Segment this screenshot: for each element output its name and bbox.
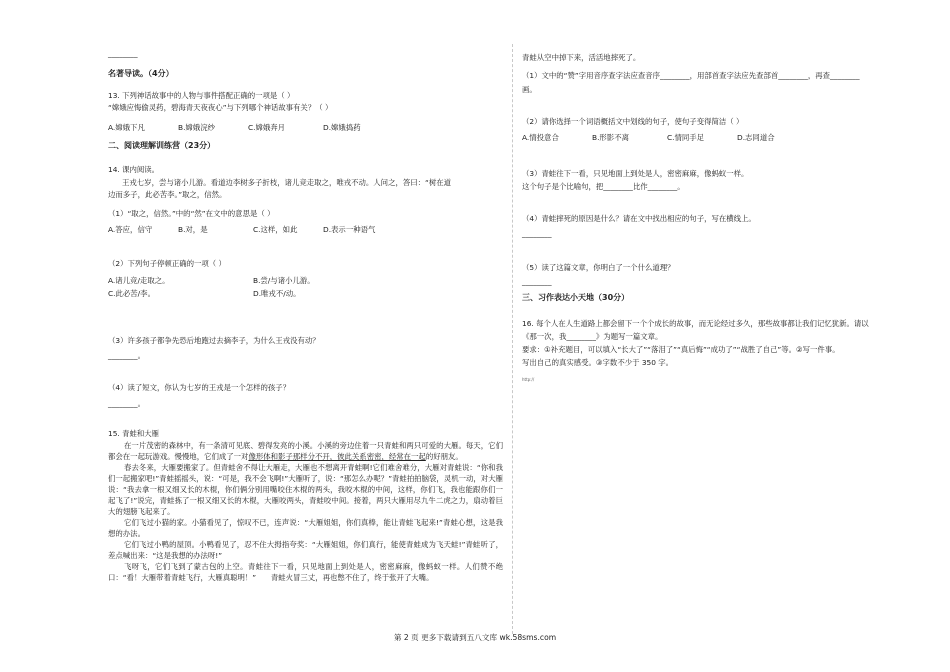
q15-4: （4）青蛙摔死的原因是什么？请在文中找出相应的句子，写在横线上。 xyxy=(522,214,756,223)
q15-5-answer-line: ________ xyxy=(522,277,552,286)
q14-2-option-b: B.尝/与诸小儿游。 xyxy=(253,276,315,285)
q13-option-c: C.嫦娥奔月 xyxy=(248,123,286,132)
q15-3-line2: 这个句子是个比喻句，把________比作________。 xyxy=(522,182,685,191)
q15-2-option-a: A.情投意合 xyxy=(522,133,559,142)
q13-stem: 13. 下列神话故事中的人物与事件搭配正确的一项是（ ） xyxy=(108,91,295,100)
story-paragraph-2: 春去冬来，大雁要搬家了。但青蛙舍不得让大雁走，大雁也不想离开青蛙啊!它们难舍难分，大雁对青蛙说：“你和我们一起搬家吧!”青蛙摇摇头，说：“可是，我不会飞啊!”大雁听了，说：“那怎么办呢？”青蛙拍拍脑袋，灵机一动，对大雁说：“我去拿一根又细又长的木棍，你们俩分别用嘴咬住木棍的两头，我咬木棍的中间，这样，你们飞，我也能跟你们一起飞了!”说完，青蛙拣了一根又细又长的木棍，大雁咬两头，青蛙咬中间。接着，两只大雁用尽九牛二虎之力，扇动着巨大的翅膀飞起来了。 xyxy=(108,463,503,516)
story-p1-start: 在一片茂密的森林中，有一条清可见底、碧得发亮的小溪。小溪的旁边住着一只青蛙和两只可爱的大雁。每天，它们都会在一起玩游戏。慢慢地，它们成了一对 xyxy=(108,441,503,461)
q15-title: 15. 青蛙和大雁 xyxy=(108,429,160,438)
q14-1-option-d: D.表示一种语气 xyxy=(323,225,376,234)
q14-1-option-a: A.答应，信守 xyxy=(108,225,153,234)
section2-title: 二、阅读理解训练营（23分） xyxy=(108,141,216,150)
q14-2-option-d: D.唯戎不/动。 xyxy=(253,289,301,298)
q15-2-option-b: B.形影不离 xyxy=(592,133,629,142)
q14-1-option-c: C.这样，如此 xyxy=(253,225,298,234)
story-paragraph-5: 飞呀飞，它们飞到了蒙古包的上空。青蛙往下一看，只见地面上到处是人，密密麻麻，像蚂蚁一样。人们赞不绝口：“看！大雁带着青蛙飞行，大雁真聪明！” 青蛙火冒三丈，再也憋不住了，终于张开了大嘴。 xyxy=(108,562,503,582)
q14-text-line2: 边而多子，此必苦李。”取之，信然。 xyxy=(108,190,227,199)
q16-line1: 16. 每个人在人生道路上都会留下一个个成长的故事，而无论经过多久，那些故事都让我们记忆犹新。请以 xyxy=(522,319,869,328)
page-footer: 第 2 页 更多下载请到五八文库 wk.58sms.com xyxy=(393,633,557,642)
q15-1-line1: （1）文中的“赞”字用音序查字法应查音序________，用部首查字法应先查部首________，再查________ xyxy=(522,71,860,80)
q15-3-line1: （3）青蛙往下一看，只见地面上到处是人，密密麻麻，像蚂蚁一样。 xyxy=(522,169,749,178)
q15-2-option-d: D.志同道合 xyxy=(737,133,775,142)
q15-1-line2: 画。 xyxy=(522,85,537,94)
q13-option-a: A.嫦娥下凡 xyxy=(108,123,145,132)
q14-1-option-b: B.对，是 xyxy=(178,225,208,234)
q14-2-option-c: C.此必苦/李。 xyxy=(108,289,155,298)
q14-title: 14. 课内阅读。 xyxy=(108,165,160,174)
q16-requirements-line1: 要求：①补充题目，可以填入“长大了”“落泪了”“真后悔”“成功了”“战胜了自己”等。②写一件事。 xyxy=(522,345,840,354)
q16-requirements-line2: 写出自己的真实感受。③字数不少于 350 字。 xyxy=(522,358,674,367)
section3-title: 三、习作表达小天地（30分） xyxy=(522,293,630,302)
q14-2: （2）下列句子停顿正确的一项（ ） xyxy=(108,259,226,268)
q15-2-option-c: C.情同手足 xyxy=(667,133,705,142)
q15-4-answer-line: ________ xyxy=(522,229,552,238)
q15-2: （2）请你选择一个词语概括文中划线的句子，使句子变得简洁（ ） xyxy=(522,117,744,126)
q16-line2: 《那一次，我________》为题写一篇文章。 xyxy=(522,332,663,341)
story-paragraph-4: 它们飞过小鸭的屋顶。小鸭看见了，忍不住大拇指夸奖：“大雁姐姐，你们真行，能使青蛙成为飞天蛙!”青蛙听了，差点喊出来：“这是我想的办法呀!” xyxy=(108,540,503,560)
q13-option-d: D.嫦娥捣药 xyxy=(323,123,361,132)
q14-4-answer-line: ________。 xyxy=(108,399,145,408)
story-p1-end: 的好朋友。 xyxy=(425,452,463,461)
q14-3-answer-line: ________。 xyxy=(108,351,145,360)
story-p1-underlined: 像形体和影子那样分不开，彼此关系密密，经常在一起 xyxy=(248,452,426,461)
q13-quote: “嫦娥应悔偷灵药，碧海青天夜夜心”与下列哪个神话故事有关？（ ） xyxy=(108,103,333,112)
story-paragraph-3: 它们飞过小猫的家。小猫看见了，惊叹不已，连声说：“大雁姐姐，你们真棒，能让青蛙飞起来!”青蛙心想，这是我想的办法。 xyxy=(108,518,503,538)
q14-1: （1）“取之，信然。”中的“然”在文中的意思是（ ） xyxy=(108,209,275,218)
story-body xyxy=(108,440,503,583)
q14-text-line1: 王戎七岁，尝与诸小儿游。看道边李树多子折枝，诸儿竞走取之，唯戎不动。人问之，答曰：“树在道 xyxy=(122,178,452,187)
q14-2-option-a: A.诸儿竞/走取之。 xyxy=(108,276,170,285)
story-ending: 青蛙从空中掉下来，活活地摔死了。 xyxy=(522,53,641,62)
tiny-note: http:// xyxy=(522,377,535,382)
q14-4: （4）读了短文，你认为七岁的王戎是一个怎样的孩子？ xyxy=(108,383,291,392)
q14-3: （3）许多孩子都争先恐后地跑过去摘李子，为什么王戎没有动？ xyxy=(108,336,320,345)
section1-title: 名著导读。（4分） xyxy=(108,69,174,78)
story-paragraph-1 xyxy=(108,440,503,462)
top-blank-line: ________ xyxy=(108,49,138,58)
q15-5: （5）读了这篇文章，你明白了一个什么道理？ xyxy=(522,263,675,272)
q13-option-b: B.嫦娥浣纱 xyxy=(178,123,215,132)
column-divider xyxy=(512,44,514,634)
